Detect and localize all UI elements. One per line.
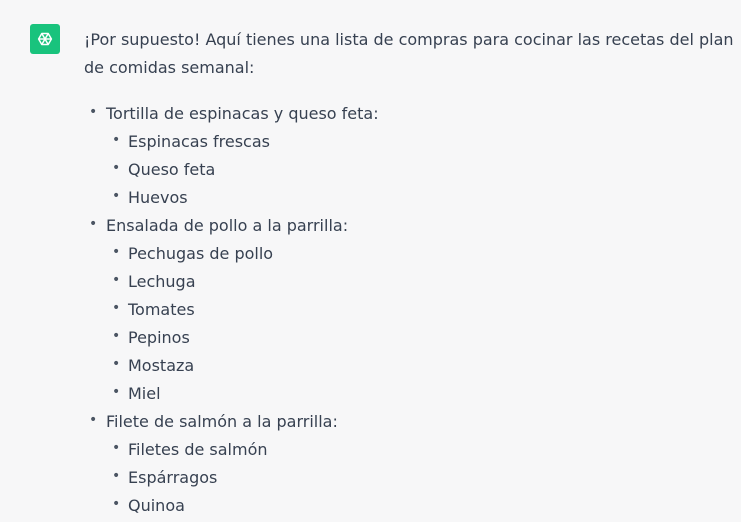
assistant-avatar — [30, 24, 60, 54]
assistant-message — [84, 26, 741, 520]
list-item: • Pechugas de pollo — [128, 240, 741, 268]
shopping-list — [84, 100, 741, 520]
list-item: • Huevos — [128, 184, 741, 212]
group-items — [106, 436, 741, 520]
group-title: Ensalada de pollo a la parrilla: — [106, 216, 349, 235]
group-items — [106, 240, 741, 408]
group-title: Tortilla de espinacas y queso feta: — [106, 104, 379, 123]
list-item: • Mostaza — [128, 352, 741, 380]
list-item: • Lechuga — [128, 268, 741, 296]
list-item: • Espárragos — [128, 464, 741, 492]
list-item: • Quinoa — [128, 492, 741, 520]
message-intro: ¡Por supuesto! Aquí tienes una lista de compras para cocinar las recetas del plan de comidas semanal: — [84, 30, 734, 77]
openai-logo-icon — [34, 28, 56, 50]
list-item: • Tomates — [128, 296, 741, 324]
list-group — [84, 212, 741, 408]
group-title: Filete de salmón a la parrilla: — [106, 412, 338, 431]
list-item: • Pepinos — [128, 324, 741, 352]
list-group — [84, 100, 741, 212]
list-item: • Miel — [128, 380, 741, 408]
list-group — [84, 408, 741, 520]
list-item: • Queso feta — [128, 156, 741, 184]
group-items — [106, 128, 741, 212]
list-item: • Espinacas frescas — [128, 128, 741, 156]
list-item: • Filetes de salmón — [128, 436, 741, 464]
